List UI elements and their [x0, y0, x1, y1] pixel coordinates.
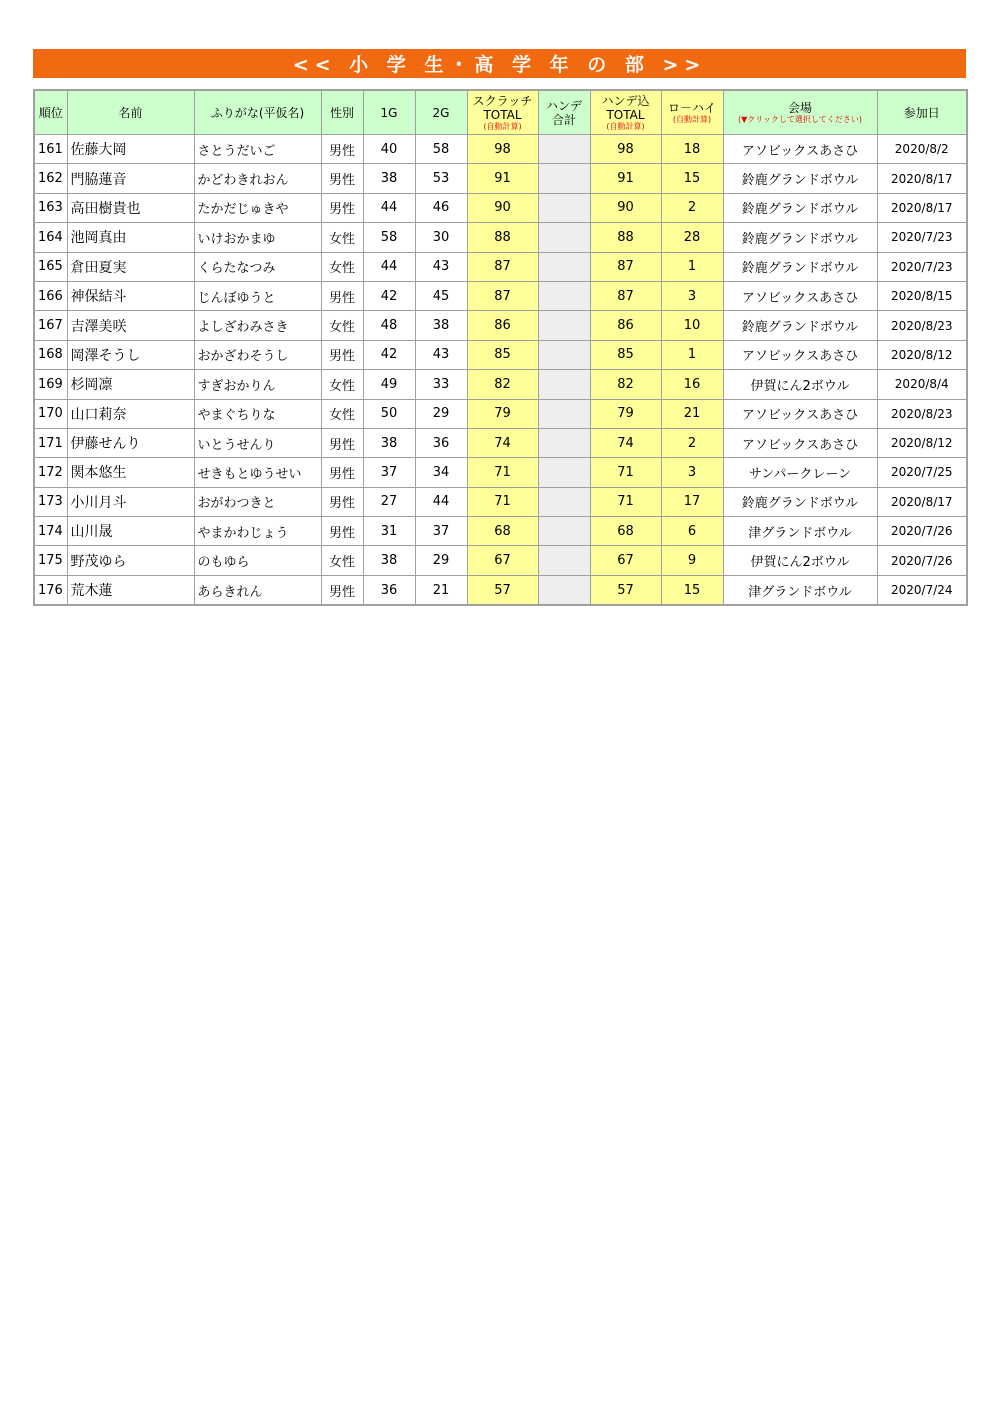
name-cell: 杉岡凛: [67, 370, 194, 399]
date-cell: 2020/8/17: [877, 193, 967, 222]
lowhigh-cell: 18: [661, 135, 723, 164]
table-row: [34, 517, 967, 546]
gender-cell: 男性: [321, 575, 363, 605]
venue-cell[interactable]: 鈴鹿グランドボウル: [723, 193, 877, 222]
scratch-total-cell: 67: [467, 546, 538, 575]
name-cell: 関本悠生: [67, 458, 194, 487]
rank-cell: 164: [34, 223, 67, 252]
venue-cell[interactable]: アソビックスあさひ: [723, 135, 877, 164]
date-cell: 2020/7/23: [877, 252, 967, 281]
header-handicap-label2: 合計: [551, 112, 576, 127]
venue-cell[interactable]: 鈴鹿グランドボウル: [723, 223, 877, 252]
header-furigana: ふりがな(平仮名): [194, 90, 321, 135]
handicap-total-cell: 67: [590, 546, 661, 575]
date-cell: 2020/7/25: [877, 458, 967, 487]
furigana-cell: やまかわじょう: [194, 517, 321, 546]
rank-cell: 174: [34, 517, 67, 546]
furigana-cell: さとうだいご: [194, 135, 321, 164]
page-title: << 小 学 生・高 学 年 の 部 >>: [33, 49, 966, 78]
date-cell: 2020/8/12: [877, 340, 967, 369]
rank-cell: 161: [34, 135, 67, 164]
header-name: 名前: [67, 90, 194, 135]
lowhigh-cell: 9: [661, 546, 723, 575]
game2-cell: 44: [415, 487, 467, 516]
table-row: [34, 311, 967, 340]
furigana-cell: のもゆら: [194, 546, 321, 575]
scratch-total-cell: 90: [467, 193, 538, 222]
game2-cell: 29: [415, 399, 467, 428]
name-cell: 倉田夏実: [67, 252, 194, 281]
handicap-total-cell: 57: [590, 575, 661, 605]
venue-cell[interactable]: サンパークレーン: [723, 458, 877, 487]
gender-cell: 女性: [321, 546, 363, 575]
furigana-cell: あらきれん: [194, 575, 321, 605]
game1-cell: 48: [363, 311, 415, 340]
rank-cell: 171: [34, 428, 67, 457]
scratch-total-cell: 82: [467, 370, 538, 399]
header-handicap: [538, 90, 590, 135]
handicap-cell[interactable]: [538, 517, 590, 546]
table-row: [34, 340, 967, 369]
header-gender: 性別: [321, 90, 363, 135]
date-cell: 2020/8/15: [877, 281, 967, 310]
scratch-total-cell: 86: [467, 311, 538, 340]
lowhigh-cell: 15: [661, 164, 723, 193]
rank-cell: 175: [34, 546, 67, 575]
venue-cell[interactable]: アソビックスあさひ: [723, 340, 877, 369]
header-venue-note: (▼クリックして選択してください): [737, 114, 863, 124]
handicap-cell[interactable]: [538, 428, 590, 457]
lowhigh-cell: 2: [661, 428, 723, 457]
name-cell: 小川月斗: [67, 487, 194, 516]
handicap-cell[interactable]: [538, 458, 590, 487]
date-cell: 2020/8/17: [877, 164, 967, 193]
results-table: [33, 89, 968, 606]
venue-cell[interactable]: 津グランドボウル: [723, 575, 877, 605]
venue-cell[interactable]: 伊賀にん2ボウル: [723, 546, 877, 575]
gender-cell: 女性: [321, 370, 363, 399]
gender-cell: 女性: [321, 252, 363, 281]
game2-cell: 38: [415, 311, 467, 340]
gender-cell: 女性: [321, 311, 363, 340]
results-table-container: [33, 89, 966, 606]
date-cell: 2020/7/23: [877, 223, 967, 252]
lowhigh-cell: 3: [661, 458, 723, 487]
table-row: [34, 223, 967, 252]
name-cell: 荒木蓮: [67, 575, 194, 605]
date-cell: 2020/8/2: [877, 135, 967, 164]
game1-cell: 37: [363, 458, 415, 487]
handicap-cell[interactable]: [538, 223, 590, 252]
game1-cell: 50: [363, 399, 415, 428]
date-cell: 2020/7/24: [877, 575, 967, 605]
lowhigh-cell: 10: [661, 311, 723, 340]
handicap-cell[interactable]: [538, 546, 590, 575]
game1-cell: 31: [363, 517, 415, 546]
gender-cell: 男性: [321, 193, 363, 222]
rank-cell: 173: [34, 487, 67, 516]
furigana-cell: じんぼゆうと: [194, 281, 321, 310]
scratch-total-cell: 57: [467, 575, 538, 605]
game1-cell: 38: [363, 428, 415, 457]
rank-cell: 162: [34, 164, 67, 193]
gender-cell: 男性: [321, 340, 363, 369]
game1-cell: 38: [363, 546, 415, 575]
header-scratch-label: スクラッチ: [472, 93, 533, 108]
game1-cell: 42: [363, 340, 415, 369]
date-cell: 2020/7/26: [877, 517, 967, 546]
rank-cell: 167: [34, 311, 67, 340]
header-row: [34, 90, 967, 135]
scratch-total-cell: 79: [467, 399, 538, 428]
gender-cell: 女性: [321, 399, 363, 428]
furigana-cell: いけおかまゆ: [194, 223, 321, 252]
handicap-total-cell: 71: [590, 487, 661, 516]
handicap-cell[interactable]: [538, 193, 590, 222]
rank-cell: 172: [34, 458, 67, 487]
gender-cell: 男性: [321, 164, 363, 193]
table-row: [34, 193, 967, 222]
header-lowhigh-note: (自動計算): [672, 114, 712, 124]
scratch-total-cell: 91: [467, 164, 538, 193]
lowhigh-cell: 6: [661, 517, 723, 546]
venue-cell[interactable]: アソビックスあさひ: [723, 428, 877, 457]
rank-cell: 168: [34, 340, 67, 369]
name-cell: 伊藤せんり: [67, 428, 194, 457]
handicap-total-cell: 79: [590, 399, 661, 428]
handicap-total-cell: 86: [590, 311, 661, 340]
furigana-cell: いとうせんり: [194, 428, 321, 457]
table-row: [34, 135, 967, 164]
handicap-total-cell: 98: [590, 135, 661, 164]
name-cell: 池岡真由: [67, 223, 194, 252]
handicap-total-cell: 82: [590, 370, 661, 399]
table-row: [34, 164, 967, 193]
gender-cell: 男性: [321, 517, 363, 546]
header-date: 参加日: [877, 90, 967, 135]
furigana-cell: たかだじゅきや: [194, 193, 321, 222]
name-cell: 野茂ゆら: [67, 546, 194, 575]
rank-cell: 176: [34, 575, 67, 605]
game2-cell: 21: [415, 575, 467, 605]
game2-cell: 46: [415, 193, 467, 222]
header-lowhigh: [661, 90, 723, 135]
venue-cell[interactable]: 伊賀にん2ボウル: [723, 370, 877, 399]
furigana-cell: せきもとゆうせい: [194, 458, 321, 487]
header-rank: 順位: [34, 90, 67, 135]
date-cell: 2020/8/17: [877, 487, 967, 516]
handicap-cell[interactable]: [538, 164, 590, 193]
header-game2: 2G: [415, 90, 467, 135]
handicap-total-cell: 88: [590, 223, 661, 252]
header-hdcp-total-label: ハンデ込: [601, 93, 650, 108]
furigana-cell: おかざわそうし: [194, 340, 321, 369]
furigana-cell: やまぐちりな: [194, 399, 321, 428]
scratch-total-cell: 74: [467, 428, 538, 457]
venue-cell[interactable]: 津グランドボウル: [723, 517, 877, 546]
header-game1: 1G: [363, 90, 415, 135]
table-row: [34, 575, 967, 605]
game1-cell: 40: [363, 135, 415, 164]
header-hdcp-total-note: (自動計算): [606, 121, 645, 131]
venue-cell[interactable]: 鈴鹿グランドボウル: [723, 164, 877, 193]
game1-cell: 42: [363, 281, 415, 310]
furigana-cell: すぎおかりん: [194, 370, 321, 399]
handicap-cell[interactable]: [538, 281, 590, 310]
handicap-cell[interactable]: [538, 370, 590, 399]
date-cell: 2020/8/23: [877, 399, 967, 428]
date-cell: 2020/7/26: [877, 546, 967, 575]
name-cell: 岡澤そうし: [67, 340, 194, 369]
header-handicap-total: [590, 90, 661, 135]
game2-cell: 34: [415, 458, 467, 487]
table-row: [34, 546, 967, 575]
handicap-total-cell: 71: [590, 458, 661, 487]
lowhigh-cell: 21: [661, 399, 723, 428]
name-cell: 吉澤美咲: [67, 311, 194, 340]
handicap-total-cell: 87: [590, 252, 661, 281]
game1-cell: 58: [363, 223, 415, 252]
game1-cell: 44: [363, 193, 415, 222]
furigana-cell: おがわつきと: [194, 487, 321, 516]
scratch-total-cell: 98: [467, 135, 538, 164]
name-cell: 山口莉奈: [67, 399, 194, 428]
handicap-total-cell: 91: [590, 164, 661, 193]
header-scratch-total: [467, 90, 538, 135]
table-row: [34, 399, 967, 428]
game2-cell: 30: [415, 223, 467, 252]
table-row: [34, 281, 967, 310]
handicap-total-cell: 74: [590, 428, 661, 457]
handicap-cell[interactable]: [538, 340, 590, 369]
rank-cell: 165: [34, 252, 67, 281]
venue-cell[interactable]: 鈴鹿グランドボウル: [723, 252, 877, 281]
table-row: [34, 252, 967, 281]
lowhigh-cell: 2: [661, 193, 723, 222]
rank-cell: 170: [34, 399, 67, 428]
name-cell: 高田樹貴也: [67, 193, 194, 222]
table-row: [34, 458, 967, 487]
scratch-total-cell: 85: [467, 340, 538, 369]
game2-cell: 53: [415, 164, 467, 193]
furigana-cell: よしざわみさき: [194, 311, 321, 340]
rank-cell: 169: [34, 370, 67, 399]
header-hdcp-total-label2: TOTAL: [606, 107, 645, 122]
handicap-total-cell: 87: [590, 281, 661, 310]
handicap-cell[interactable]: [538, 311, 590, 340]
venue-cell[interactable]: 鈴鹿グランドボウル: [723, 311, 877, 340]
gender-cell: 男性: [321, 458, 363, 487]
game1-cell: 44: [363, 252, 415, 281]
date-cell: 2020/8/4: [877, 370, 967, 399]
game2-cell: 45: [415, 281, 467, 310]
furigana-cell: くらたなつみ: [194, 252, 321, 281]
table-row: [34, 370, 967, 399]
scratch-total-cell: 88: [467, 223, 538, 252]
gender-cell: 男性: [321, 428, 363, 457]
handicap-total-cell: 90: [590, 193, 661, 222]
header-venue-label: 会場: [787, 100, 812, 115]
header-venue: [723, 90, 877, 135]
game2-cell: 37: [415, 517, 467, 546]
rank-cell: 166: [34, 281, 67, 310]
scratch-total-cell: 71: [467, 487, 538, 516]
lowhigh-cell: 15: [661, 575, 723, 605]
handicap-cell[interactable]: [538, 399, 590, 428]
header-scratch-note: (自動計算): [483, 121, 522, 131]
table-row: [34, 428, 967, 457]
lowhigh-cell: 3: [661, 281, 723, 310]
lowhigh-cell: 16: [661, 370, 723, 399]
game2-cell: 33: [415, 370, 467, 399]
scratch-total-cell: 68: [467, 517, 538, 546]
date-cell: 2020/8/23: [877, 311, 967, 340]
scratch-total-cell: 87: [467, 281, 538, 310]
game2-cell: 43: [415, 340, 467, 369]
lowhigh-cell: 1: [661, 340, 723, 369]
game2-cell: 43: [415, 252, 467, 281]
name-cell: 神保結斗: [67, 281, 194, 310]
gender-cell: 女性: [321, 223, 363, 252]
game1-cell: 49: [363, 370, 415, 399]
gender-cell: 男性: [321, 281, 363, 310]
handicap-total-cell: 68: [590, 517, 661, 546]
game2-cell: 36: [415, 428, 467, 457]
name-cell: 門脇蓮音: [67, 164, 194, 193]
rank-cell: 163: [34, 193, 67, 222]
results-body: [34, 135, 967, 606]
lowhigh-cell: 1: [661, 252, 723, 281]
header-handicap-label: ハンデ: [545, 98, 582, 113]
table-row: [34, 487, 967, 516]
game2-cell: 58: [415, 135, 467, 164]
game1-cell: 36: [363, 575, 415, 605]
handicap-total-cell: 85: [590, 340, 661, 369]
handicap-cell[interactable]: [538, 252, 590, 281]
game2-cell: 29: [415, 546, 467, 575]
handicap-cell[interactable]: [538, 135, 590, 164]
lowhigh-cell: 17: [661, 487, 723, 516]
name-cell: 佐藤大岡: [67, 135, 194, 164]
gender-cell: 男性: [321, 135, 363, 164]
header-lowhigh-label: ロ－ハイ: [667, 100, 716, 115]
handicap-cell[interactable]: [538, 487, 590, 516]
header-scratch-label2: TOTAL: [483, 107, 522, 122]
venue-cell[interactable]: アソビックスあさひ: [723, 399, 877, 428]
scratch-total-cell: 87: [467, 252, 538, 281]
game1-cell: 27: [363, 487, 415, 516]
game1-cell: 38: [363, 164, 415, 193]
date-cell: 2020/8/12: [877, 428, 967, 457]
lowhigh-cell: 28: [661, 223, 723, 252]
scratch-total-cell: 71: [467, 458, 538, 487]
handicap-cell[interactable]: [538, 575, 590, 605]
gender-cell: 男性: [321, 487, 363, 516]
venue-cell[interactable]: 鈴鹿グランドボウル: [723, 487, 877, 516]
furigana-cell: かどわきれおん: [194, 164, 321, 193]
name-cell: 山川晟: [67, 517, 194, 546]
venue-cell[interactable]: アソビックスあさひ: [723, 281, 877, 310]
